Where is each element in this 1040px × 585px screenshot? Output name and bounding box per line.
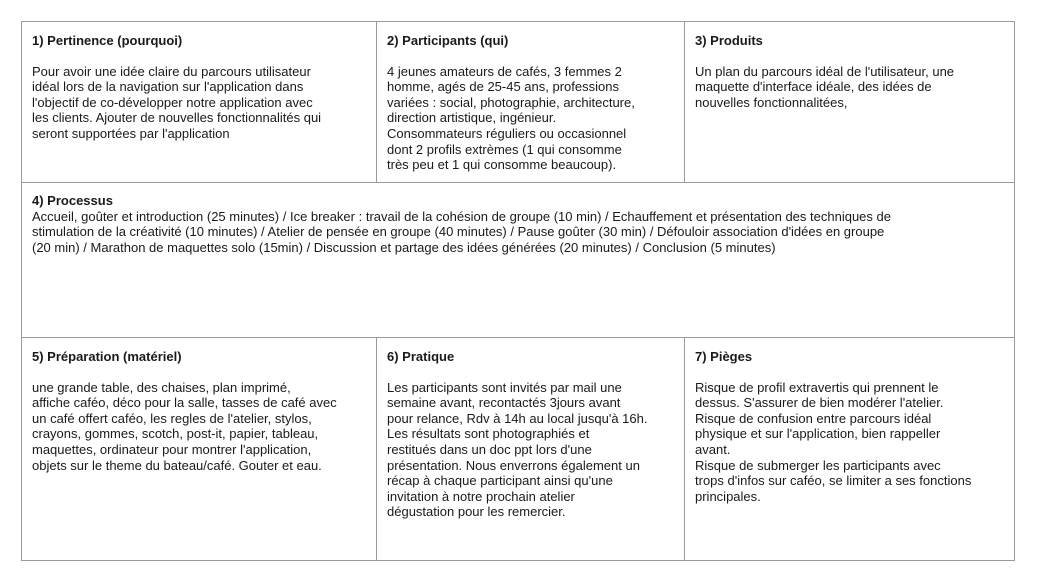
- text-line: Un plan du parcours idéal de l'utilisateur, une: [695, 63, 955, 79]
- cell-body-processus: [32, 209, 1004, 256]
- text-line: Accueil, goûter et introduction (25 minutes) / Ice breaker : travail de la cohésion de groupe (10 min) / Echauffement et présentation des techniques de: [32, 208, 891, 224]
- text-line: Risque de submerger les participants avec: [695, 457, 941, 473]
- cell-title-pieges: 7) Pièges: [695, 349, 753, 364]
- text-line: stimulation de la créativité (10 minutes) / Atelier de pensée en groupe (40 minutes) / Pause goûter (30 min) / Défouloir association d'idées en groupe: [32, 224, 885, 240]
- text-line: avant.: [695, 441, 731, 457]
- cell-pieges: [685, 338, 1014, 560]
- text-line: (20 min) / Marathon de maquettes solo (15min) / Discussion et partage des idées générées (20 minutes) / Conclusion (5 minutes): [32, 239, 776, 255]
- text-line: direction artistique, ingénieur.: [387, 110, 557, 126]
- text-line: seront supportées par l'application: [32, 125, 230, 141]
- cell-pertinence: [22, 22, 376, 182]
- cell-title-produits: 3) Produits: [695, 33, 763, 48]
- cell-body-participants: [387, 64, 674, 173]
- text-line: crayons, gommes, scotch, post-it, papier, tableau,: [32, 426, 319, 442]
- text-line: objets sur le theme du bateau/café. Gouter et eau.: [32, 457, 322, 473]
- text-line: Pour avoir une idée claire du parcours utilisateur: [32, 63, 311, 79]
- text-line: les clients. Ajouter de nouvelles fonctionnalités qui: [32, 110, 322, 126]
- text-line: homme, agés de 25-45 ans, professions: [387, 79, 619, 95]
- text-line: variées : social, photographie, architecture,: [387, 94, 635, 110]
- text-line: 4 jeunes amateurs de cafés, 3 femmes 2: [387, 63, 622, 79]
- cell-title-processus: 4) Processus: [32, 193, 113, 208]
- text-line: un café offert caféo, les regles de l'atelier, stylos,: [32, 410, 312, 426]
- text-line: maquette d'interface idéale, des idées de: [695, 79, 932, 95]
- text-line: dessus. S'assurer de bien modérer l'atelier.: [695, 395, 944, 411]
- text-line: pour relance, Rdv à 14h au local jusqu'à 16h.: [387, 410, 648, 426]
- cell-participants: [377, 22, 684, 182]
- text-line: idéal lors de la navigation sur l'application dans: [32, 79, 304, 95]
- text-line: affiche caféo, déco pour la salle, tasses de café avec: [32, 395, 337, 411]
- text-line: restitués dans un doc ppt lors d'une: [387, 441, 592, 457]
- text-line: nouvelles fonctionnalitées,: [695, 94, 848, 110]
- cell-body-produits: [695, 64, 1004, 111]
- text-line: présentation. Nous enverrons également un: [387, 457, 640, 473]
- text-line: dont 2 profils extrèmes (1 qui consomme: [387, 141, 622, 157]
- text-line: invitation à notre prochain atelier: [387, 488, 575, 504]
- cell-produits: [685, 22, 1014, 182]
- text-line: principales.: [695, 488, 761, 504]
- workshop-plan-table: [21, 21, 1015, 561]
- text-line: récap à chaque participant ainsi qu'une: [387, 473, 613, 489]
- text-line: Les participants sont invités par mail une: [387, 379, 622, 395]
- cell-body-pertinence: [32, 64, 366, 142]
- text-line: très peu et 1 qui consomme beaucoup).: [387, 157, 617, 173]
- cell-processus: [22, 183, 1014, 337]
- cell-title-pratique: 6) Pratique: [387, 349, 455, 364]
- text-line: Risque de profil extravertis qui prennent le: [695, 379, 939, 395]
- cell-title-preparation: 5) Préparation (matériel): [32, 349, 182, 364]
- text-line: dégustation pour les remercier.: [387, 504, 566, 520]
- text-line: l'objectif de co-développer notre application avec: [32, 94, 313, 110]
- cell-pratique: [377, 338, 684, 560]
- cell-title-participants: 2) Participants (qui): [387, 33, 509, 48]
- text-line: Les résultats sont photographiés et: [387, 426, 590, 442]
- text-line: maquettes, ordinateur pour montrer l'application,: [32, 441, 312, 457]
- text-line: semaine avant, recontactés 3jours avant: [387, 395, 621, 411]
- text-line: physique et sur l'application, bien rappeller: [695, 426, 941, 442]
- cell-body-preparation: [32, 380, 366, 474]
- text-line: Risque de confusion entre parcours idéal: [695, 410, 932, 426]
- cell-preparation: [22, 338, 376, 560]
- cell-body-pieges: [695, 380, 1004, 505]
- cell-body-pratique: [387, 380, 674, 520]
- text-line: une grande table, des chaises, plan imprimé,: [32, 379, 291, 395]
- cell-title-pertinence: 1) Pertinence (pourquoi): [32, 33, 183, 48]
- text-line: trops d'infos sur caféo, se limiter a ses fonctions: [695, 473, 972, 489]
- text-line: Consommateurs réguliers ou occasionnel: [387, 125, 627, 141]
